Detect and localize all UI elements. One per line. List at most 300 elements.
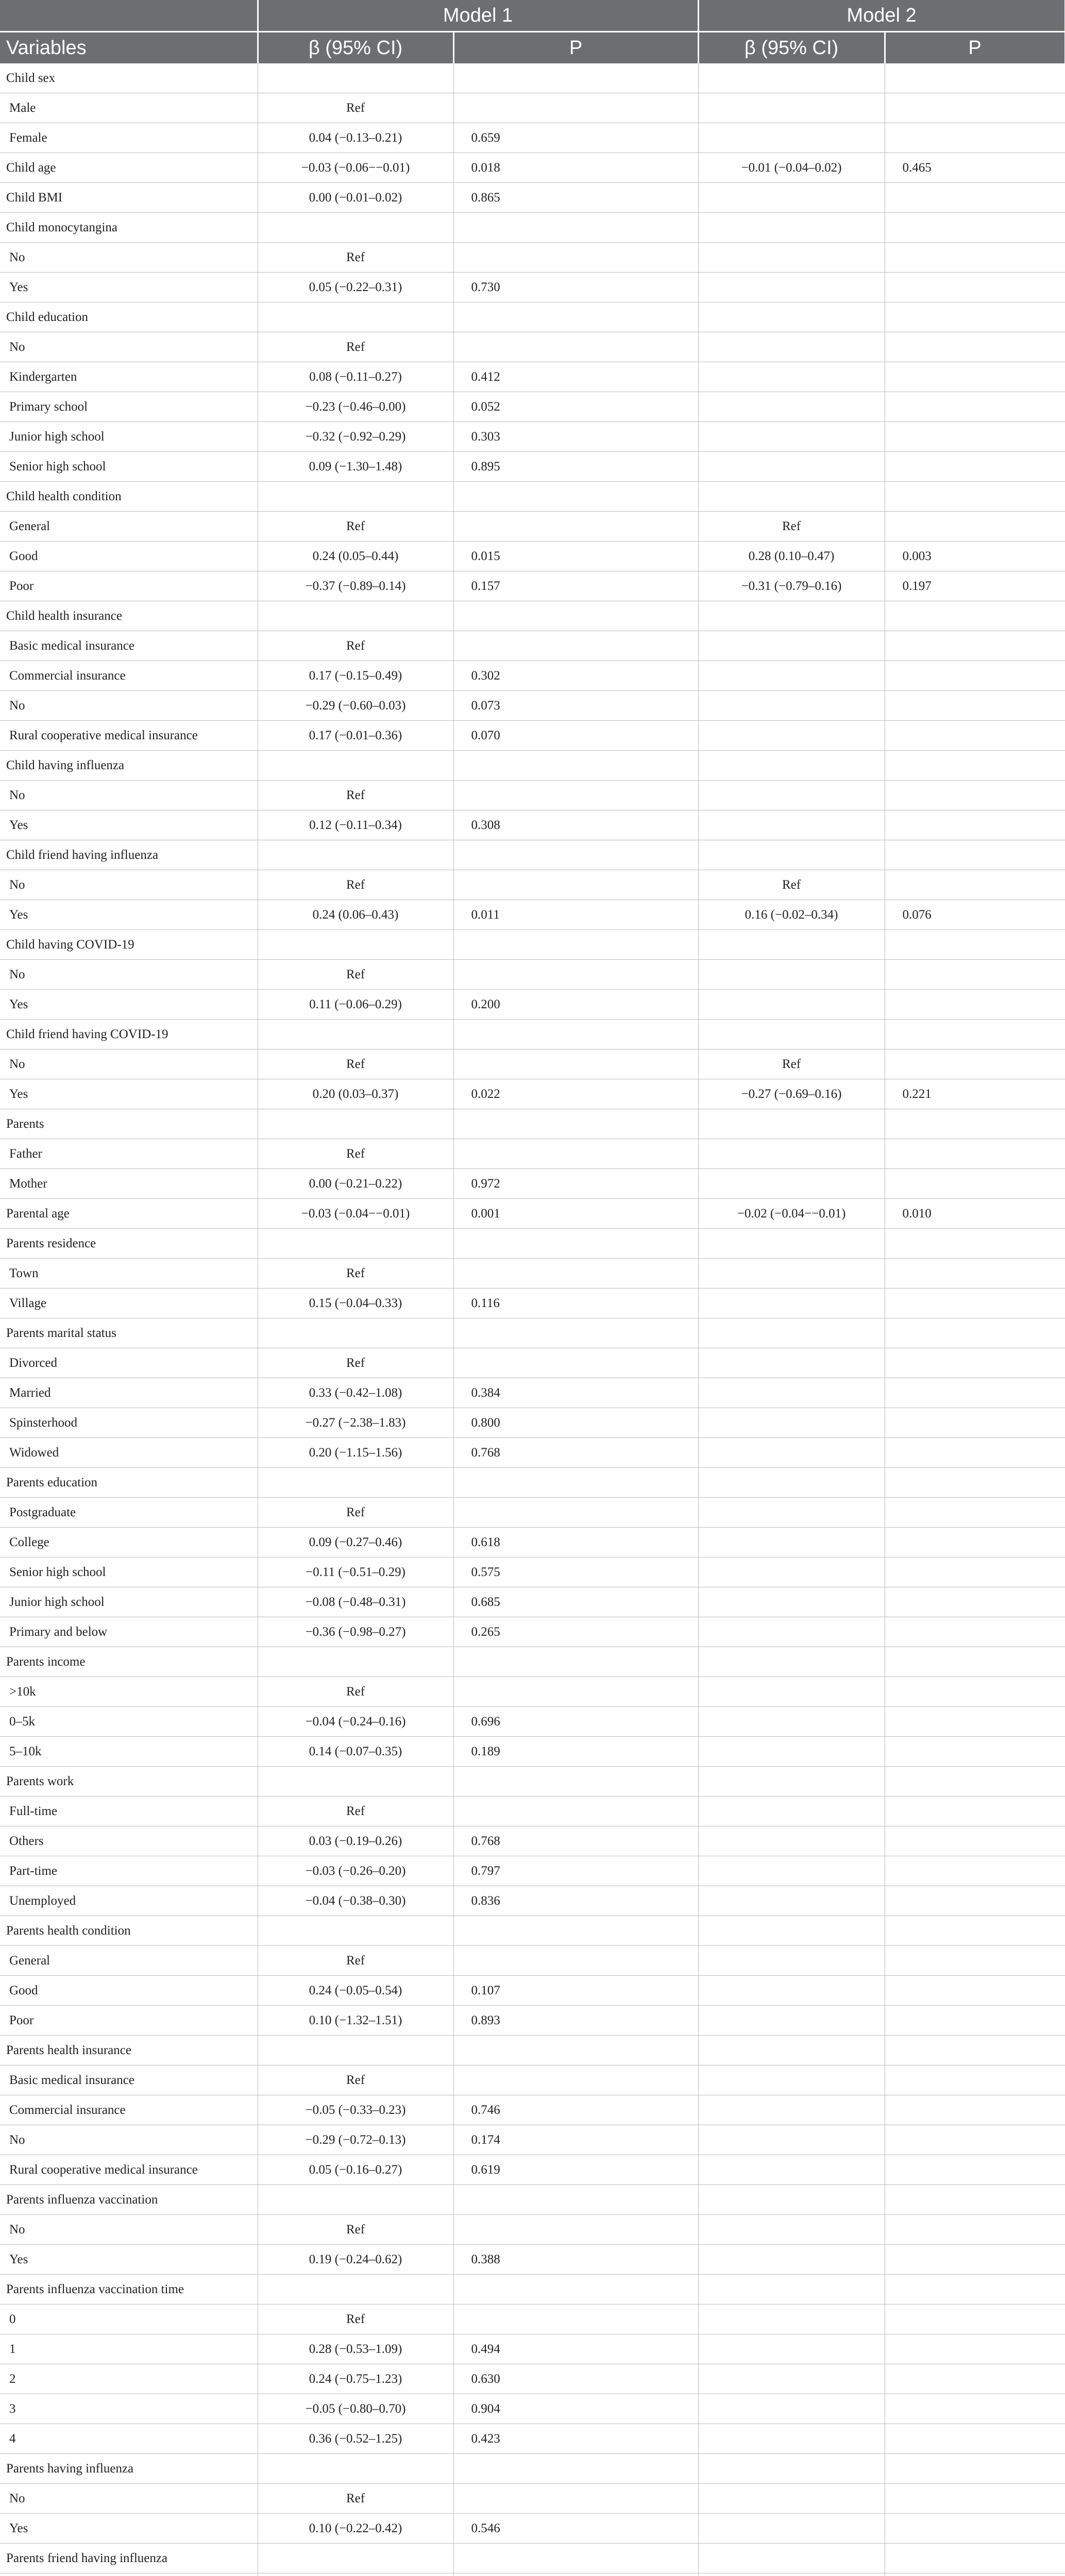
- beta-ci-model-2-cell: [698, 810, 885, 840]
- beta-ci-model-1-cell: 0.09 (−0.27–0.46): [258, 1528, 453, 1557]
- beta-ci-model-2-cell: [698, 452, 885, 482]
- beta-ci-model-2-cell: [698, 1826, 885, 1856]
- beta-ci-model-1-cell: [258, 482, 453, 512]
- beta-ci-model-2-cell: [698, 2125, 885, 2155]
- variable-cell: Junior high school: [0, 422, 258, 452]
- beta-ci-model-1-cell: Ref: [258, 1139, 453, 1169]
- table-row: [0, 1289, 1065, 1318]
- beta-ci-model-2-cell: [698, 2514, 885, 2544]
- variable-cell: Yes: [0, 990, 258, 1020]
- table-row: [0, 661, 1065, 691]
- p-value-model-2-cell: [885, 990, 1065, 1020]
- beta-ci-model-1-cell: Ref: [258, 2065, 453, 2095]
- p-value-model-2-cell: [885, 452, 1065, 482]
- variable-cell: 3: [0, 2394, 258, 2424]
- beta-ci-model-2-cell: [698, 2484, 885, 2514]
- beta-ci-model-2-cell: [698, 1169, 885, 1199]
- variable-cell: No: [0, 243, 258, 273]
- p-value-model-2-cell: [885, 2215, 1065, 2245]
- table-section-row: [0, 840, 1065, 870]
- beta-ci-model-1-cell: −0.05 (−0.33–0.23): [258, 2095, 453, 2125]
- table-row: [0, 2424, 1065, 2454]
- p-value-model-1-cell: 0.800: [453, 1408, 698, 1438]
- variable-cell: Child friend having influenza: [0, 840, 258, 870]
- variable-cell: Commercial insurance: [0, 661, 258, 691]
- variable-cell: 0: [0, 2304, 258, 2334]
- p-value-model-1-cell: [453, 1348, 698, 1378]
- beta-ci-model-1-cell: 0.09 (−1.30–1.48): [258, 452, 453, 482]
- p-value-model-2-cell: [885, 183, 1065, 213]
- beta-ci-model-1-cell: 0.17 (−0.15–0.49): [258, 661, 453, 691]
- table-row: [0, 1976, 1065, 2006]
- variable-cell: No: [0, 781, 258, 810]
- table-row: [0, 362, 1065, 392]
- header-model-1: Model 1: [258, 0, 698, 32]
- beta-ci-model-1-cell: −0.03 (−0.06−−0.01): [258, 153, 453, 183]
- variable-cell: Village: [0, 1289, 258, 1318]
- beta-ci-model-1-cell: [258, 1318, 453, 1348]
- beta-ci-model-2-cell: [698, 2006, 885, 2036]
- beta-ci-model-2-cell: −0.01 (−0.04–0.02): [698, 153, 885, 183]
- variable-cell: Kindergarten: [0, 362, 258, 392]
- beta-ci-model-1-cell: −0.29 (−0.60–0.03): [258, 691, 453, 721]
- p-value-model-2-cell: [885, 273, 1065, 302]
- p-value-model-2-cell: [885, 661, 1065, 691]
- table-row: [0, 2364, 1065, 2394]
- p-value-model-1-cell: 0.070: [453, 721, 698, 751]
- variable-cell: Poor: [0, 571, 258, 601]
- beta-ci-model-1-cell: −0.04 (−0.24–0.16): [258, 1707, 453, 1737]
- header-beta-ci-model-1: β (95% CI): [258, 32, 453, 64]
- variable-cell: Parents influenza vaccination: [0, 2185, 258, 2215]
- p-value-model-2-cell: [885, 243, 1065, 273]
- beta-ci-model-2-cell: [698, 2544, 885, 2573]
- p-value-model-2-cell: [885, 840, 1065, 870]
- p-value-model-1-cell: 0.797: [453, 1856, 698, 1886]
- p-value-model-1-cell: 0.052: [453, 392, 698, 422]
- header-row-models: [0, 0, 1065, 32]
- p-value-model-1-cell: [453, 1946, 698, 1976]
- beta-ci-model-1-cell: −0.03 (−0.04−−0.01): [258, 1199, 453, 1229]
- beta-ci-model-2-cell: [698, 1259, 885, 1289]
- beta-ci-model-2-cell: [698, 2424, 885, 2454]
- p-value-model-2-cell: [885, 2275, 1065, 2304]
- p-value-model-2-cell: [885, 2185, 1065, 2215]
- variable-cell: Yes: [0, 2514, 258, 2544]
- p-value-model-1-cell: [453, 482, 698, 512]
- p-value-model-2-cell: [885, 2364, 1065, 2394]
- variable-cell: Child monocytangina: [0, 213, 258, 243]
- variable-cell: College: [0, 1528, 258, 1557]
- p-value-model-1-cell: 0.696: [453, 1707, 698, 1737]
- table-section-row: [0, 63, 1065, 93]
- p-value-model-2-cell: [885, 1737, 1065, 1767]
- p-value-model-2-cell: 0.010: [885, 1199, 1065, 1229]
- beta-ci-model-1-cell: Ref: [258, 631, 453, 661]
- table-row: [0, 2573, 1065, 2576]
- p-value-model-2-cell: [885, 1169, 1065, 1199]
- beta-ci-model-1-cell: −0.05 (−0.80–0.70): [258, 2394, 453, 2424]
- beta-ci-model-1-cell: [258, 213, 453, 243]
- beta-ci-model-1-cell: 0.24 (−0.05–0.54): [258, 1976, 453, 2006]
- p-value-model-2-cell: [885, 631, 1065, 661]
- table-row: [0, 2065, 1065, 2095]
- beta-ci-model-2-cell: [698, 1976, 885, 2006]
- variable-cell: Parents marital status: [0, 1318, 258, 1348]
- beta-ci-model-2-cell: [698, 2065, 885, 2095]
- beta-ci-model-2-cell: [698, 1767, 885, 1797]
- p-value-model-1-cell: [453, 2065, 698, 2095]
- p-value-model-2-cell: [885, 392, 1065, 422]
- table-section-row: [0, 302, 1065, 332]
- variable-cell: Yes: [0, 810, 258, 840]
- table-row: [0, 2155, 1065, 2185]
- p-value-model-1-cell: [453, 243, 698, 273]
- variable-cell: Child health condition: [0, 482, 258, 512]
- variable-cell: Parents having influenza: [0, 2454, 258, 2484]
- table-section-row: [0, 601, 1065, 631]
- table-row: [0, 452, 1065, 482]
- beta-ci-model-1-cell: Ref: [258, 332, 453, 362]
- table-row: [0, 273, 1065, 302]
- beta-ci-model-2-cell: [698, 2185, 885, 2215]
- p-value-model-2-cell: [885, 2065, 1065, 2095]
- beta-ci-model-1-cell: Ref: [258, 512, 453, 541]
- beta-ci-model-2-cell: [698, 990, 885, 1020]
- variable-cell: Others: [0, 1826, 258, 1856]
- p-value-model-2-cell: [885, 810, 1065, 840]
- variable-cell: [0, 2573, 258, 2576]
- beta-ci-model-1-cell: 0.14 (−0.07–0.35): [258, 1737, 453, 1767]
- variable-cell: Parents income: [0, 1647, 258, 1677]
- table-row: [0, 1617, 1065, 1647]
- beta-ci-model-1-cell: 0.17 (−0.01–0.36): [258, 721, 453, 751]
- p-value-model-1-cell: 0.073: [453, 691, 698, 721]
- p-value-model-2-cell: 0.076: [885, 900, 1065, 930]
- beta-ci-model-1-cell: [258, 1767, 453, 1797]
- table-section-row: [0, 183, 1065, 213]
- beta-ci-model-2-cell: [698, 1498, 885, 1528]
- table-row: [0, 2514, 1065, 2544]
- p-value-model-2-cell: [885, 1647, 1065, 1677]
- table-row: [0, 1797, 1065, 1826]
- beta-ci-model-2-cell: [698, 422, 885, 452]
- beta-ci-model-1-cell: [258, 1916, 453, 1946]
- p-value-model-2-cell: [885, 2573, 1065, 2576]
- p-value-model-2-cell: [885, 2334, 1065, 2364]
- beta-ci-model-1-cell: 0.19 (−0.24–0.62): [258, 2245, 453, 2275]
- p-value-model-1-cell: [453, 2036, 698, 2065]
- beta-ci-model-2-cell: [698, 1528, 885, 1557]
- variable-cell: Female: [0, 123, 258, 153]
- p-value-model-2-cell: 0.197: [885, 571, 1065, 601]
- beta-ci-model-2-cell: [698, 1587, 885, 1617]
- table-body: [0, 63, 1065, 2576]
- table-row: [0, 1737, 1065, 1767]
- table-section-row: [0, 1318, 1065, 1348]
- variable-cell: No: [0, 691, 258, 721]
- table-section-row: [0, 1109, 1065, 1139]
- table-row: [0, 1408, 1065, 1438]
- beta-ci-model-2-cell: [698, 2095, 885, 2125]
- table-row: [0, 1856, 1065, 1886]
- variable-cell: Good: [0, 541, 258, 571]
- variable-cell: No: [0, 960, 258, 990]
- beta-ci-model-2-cell: [698, 2245, 885, 2275]
- p-value-model-1-cell: [453, 1647, 698, 1677]
- beta-ci-model-1-cell: [258, 1468, 453, 1498]
- variable-cell: Parents work: [0, 1767, 258, 1797]
- p-value-model-1-cell: 0.865: [453, 183, 698, 213]
- p-value-model-1-cell: 0.746: [453, 2095, 698, 2125]
- table-row: [0, 1498, 1065, 1528]
- beta-ci-model-2-cell: [698, 1020, 885, 1049]
- p-value-model-1-cell: 0.001: [453, 1199, 698, 1229]
- beta-ci-model-1-cell: Ref: [258, 1797, 453, 1826]
- variable-cell: 2: [0, 2364, 258, 2394]
- beta-ci-model-1-cell: [258, 930, 453, 960]
- p-value-model-1-cell: 0.018: [453, 153, 698, 183]
- beta-ci-model-2-cell: [698, 691, 885, 721]
- variable-cell: Unemployed: [0, 1886, 258, 1916]
- p-value-model-2-cell: [885, 1498, 1065, 1528]
- variable-cell: Primary and below: [0, 1617, 258, 1647]
- p-value-model-1-cell: 0.546: [453, 2514, 698, 2544]
- beta-ci-model-2-cell: [698, 482, 885, 512]
- p-value-model-1-cell: 0.302: [453, 661, 698, 691]
- beta-ci-model-1-cell: 0.05 (−0.16–0.27): [258, 2155, 453, 2185]
- table-section-row: [0, 2036, 1065, 2065]
- p-value-model-1-cell: 0.157: [453, 571, 698, 601]
- variable-cell: Parents influenza vaccination time: [0, 2275, 258, 2304]
- beta-ci-model-2-cell: [698, 1916, 885, 1946]
- p-value-model-1-cell: 0.618: [453, 1528, 698, 1557]
- variable-cell: Divorced: [0, 1348, 258, 1378]
- p-value-model-2-cell: [885, 1318, 1065, 1348]
- p-value-model-1-cell: 0.494: [453, 2334, 698, 2364]
- p-value-model-1-cell: [453, 1109, 698, 1139]
- beta-ci-model-1-cell: [258, 2185, 453, 2215]
- beta-ci-model-1-cell: −0.23 (−0.46–0.00): [258, 392, 453, 422]
- variable-cell: Senior high school: [0, 452, 258, 482]
- table-section-row: [0, 1199, 1065, 1229]
- beta-ci-model-2-cell: [698, 2334, 885, 2364]
- beta-ci-model-2-cell: [698, 93, 885, 123]
- beta-ci-model-2-cell: Ref: [698, 870, 885, 900]
- p-value-model-2-cell: [885, 482, 1065, 512]
- p-value-model-1-cell: 0.200: [453, 990, 698, 1020]
- beta-ci-model-2-cell: [698, 2036, 885, 2065]
- table-row: [0, 1826, 1065, 1856]
- table-row: [0, 1169, 1065, 1199]
- table-row: [0, 2215, 1065, 2245]
- beta-ci-model-2-cell: [698, 243, 885, 273]
- beta-ci-model-1-cell: −0.29 (−0.72–0.13): [258, 2125, 453, 2155]
- beta-ci-model-1-cell: [258, 2036, 453, 2065]
- p-value-model-1-cell: 0.015: [453, 541, 698, 571]
- table-row: [0, 1886, 1065, 1916]
- variable-cell: >10k: [0, 1677, 258, 1707]
- p-value-model-1-cell: [453, 2304, 698, 2334]
- p-value-model-1-cell: 0.836: [453, 1886, 698, 1916]
- table-row: [0, 1587, 1065, 1617]
- beta-ci-model-2-cell: [698, 1318, 885, 1348]
- p-value-model-2-cell: [885, 362, 1065, 392]
- variable-cell: General: [0, 512, 258, 541]
- table-row: [0, 1528, 1065, 1557]
- variable-cell: No: [0, 2215, 258, 2245]
- beta-ci-model-2-cell: 0.16 (−0.02–0.34): [698, 900, 885, 930]
- beta-ci-model-1-cell: Ref: [258, 2215, 453, 2245]
- p-value-model-2-cell: [885, 2125, 1065, 2155]
- p-value-model-2-cell: [885, 2484, 1065, 2514]
- variable-cell: Child friend having COVID-19: [0, 1020, 258, 1049]
- p-value-model-2-cell: [885, 332, 1065, 362]
- p-value-model-1-cell: [453, 1229, 698, 1259]
- variable-cell: Child age: [0, 153, 258, 183]
- variable-cell: Poor: [0, 2006, 258, 2036]
- p-value-model-1-cell: 0.685: [453, 1587, 698, 1617]
- variable-cell: 5–10k: [0, 1737, 258, 1767]
- beta-ci-model-2-cell: [698, 2364, 885, 2394]
- table-row: [0, 93, 1065, 123]
- p-value-model-1-cell: 0.388: [453, 2245, 698, 2275]
- p-value-model-2-cell: [885, 1946, 1065, 1976]
- variable-cell: Full-time: [0, 1797, 258, 1826]
- variable-cell: Yes: [0, 900, 258, 930]
- p-value-model-2-cell: [885, 63, 1065, 93]
- p-value-model-2-cell: [885, 691, 1065, 721]
- beta-ci-model-1-cell: 0.05 (−0.22–0.31): [258, 273, 453, 302]
- p-value-model-2-cell: [885, 123, 1065, 153]
- beta-ci-model-1-cell: [258, 840, 453, 870]
- p-value-model-1-cell: 0.904: [453, 2394, 698, 2424]
- beta-ci-model-1-cell: Ref: [258, 243, 453, 273]
- beta-ci-model-1-cell: 0.00 (−0.01–0.02): [258, 183, 453, 213]
- variable-cell: No: [0, 2484, 258, 2514]
- variable-cell: Mother: [0, 1169, 258, 1199]
- p-value-model-1-cell: [453, 1259, 698, 1289]
- table-row: [0, 781, 1065, 810]
- table-row: [0, 2394, 1065, 2424]
- beta-ci-model-1-cell: 0.20 (−1.15–1.56): [258, 1438, 453, 1468]
- beta-ci-model-1-cell: −0.11 (−0.51–0.29): [258, 1557, 453, 1587]
- p-value-model-1-cell: [453, 1049, 698, 1079]
- beta-ci-model-1-cell: Ref: [258, 960, 453, 990]
- beta-ci-model-2-cell: [698, 2155, 885, 2185]
- p-value-model-2-cell: [885, 721, 1065, 751]
- beta-ci-model-1-cell: 0.24 (−0.75–1.23): [258, 2364, 453, 2394]
- header-model-2: Model 2: [698, 0, 1065, 32]
- table-section-row: [0, 1229, 1065, 1259]
- variable-cell: General: [0, 1946, 258, 1976]
- table-row: [0, 960, 1065, 990]
- beta-ci-model-2-cell: [698, 840, 885, 870]
- variable-cell: Parents education: [0, 1468, 258, 1498]
- variable-cell: Postgraduate: [0, 1498, 258, 1528]
- beta-ci-model-2-cell: [698, 960, 885, 990]
- p-value-model-2-cell: [885, 1557, 1065, 1587]
- p-value-model-2-cell: [885, 2514, 1065, 2544]
- p-value-model-2-cell: [885, 1378, 1065, 1408]
- p-value-model-2-cell: [885, 2424, 1065, 2454]
- beta-ci-model-1-cell: Ref: [258, 781, 453, 810]
- variable-cell: 4: [0, 2424, 258, 2454]
- table-row: [0, 2245, 1065, 2275]
- p-value-model-1-cell: [453, 870, 698, 900]
- variable-cell: Commercial insurance: [0, 2095, 258, 2125]
- table-row: [0, 392, 1065, 422]
- table-row: [0, 2125, 1065, 2155]
- p-value-model-1-cell: [453, 840, 698, 870]
- p-value-model-2-cell: [885, 1856, 1065, 1886]
- beta-ci-model-2-cell: [698, 123, 885, 153]
- beta-ci-model-2-cell: [698, 1557, 885, 1587]
- header-empty-cell: [0, 0, 258, 32]
- p-value-model-1-cell: 0.730: [453, 273, 698, 302]
- beta-ci-model-1-cell: 0.08 (−0.11–0.27): [258, 362, 453, 392]
- table-row: [0, 422, 1065, 452]
- variable-cell: Good: [0, 1976, 258, 2006]
- variable-cell: Spinsterhood: [0, 1408, 258, 1438]
- table-row: [0, 1946, 1065, 1976]
- beta-ci-model-2-cell: [698, 1856, 885, 1886]
- beta-ci-model-1-cell: −0.32 (−0.92–0.29): [258, 422, 453, 452]
- beta-ci-model-2-cell: [698, 631, 885, 661]
- beta-ci-model-1-cell: [258, 2275, 453, 2304]
- beta-ci-model-2-cell: [698, 362, 885, 392]
- table-section-row: [0, 1767, 1065, 1797]
- table-row: [0, 2484, 1065, 2514]
- p-value-model-1-cell: 0.412: [453, 362, 698, 392]
- beta-ci-model-2-cell: [698, 751, 885, 781]
- table-row: [0, 1677, 1065, 1707]
- p-value-model-2-cell: [885, 1468, 1065, 1498]
- table-row: [0, 1049, 1065, 1079]
- variable-cell: Basic medical insurance: [0, 631, 258, 661]
- p-value-model-2-cell: [885, 1528, 1065, 1557]
- p-value-model-2-cell: [885, 2454, 1065, 2484]
- variable-cell: Male: [0, 93, 258, 123]
- beta-ci-model-1-cell: −0.04 (−0.38–0.30): [258, 1886, 453, 1916]
- p-value-model-2-cell: [885, 1677, 1065, 1707]
- beta-ci-model-1-cell: −0.37 (−0.89–0.14): [258, 571, 453, 601]
- p-value-model-1-cell: 0.303: [453, 422, 698, 452]
- beta-ci-model-2-cell: [698, 781, 885, 810]
- p-value-model-1-cell: [453, 2573, 698, 2576]
- beta-ci-model-2-cell: [698, 1797, 885, 1826]
- beta-ci-model-1-cell: Ref: [258, 1049, 453, 1079]
- header-variables: Variables: [0, 32, 258, 64]
- beta-ci-model-1-cell: [258, 2573, 453, 2576]
- p-value-model-1-cell: [453, 1139, 698, 1169]
- beta-ci-model-2-cell: [698, 332, 885, 362]
- p-value-model-1-cell: [453, 1916, 698, 1946]
- beta-ci-model-1-cell: 0.12 (−0.11–0.34): [258, 810, 453, 840]
- beta-ci-model-2-cell: [698, 273, 885, 302]
- beta-ci-model-2-cell: [698, 1378, 885, 1408]
- table-row: [0, 900, 1065, 930]
- variable-cell: 1: [0, 2334, 258, 2364]
- p-value-model-1-cell: [453, 1677, 698, 1707]
- variable-cell: Father: [0, 1139, 258, 1169]
- p-value-model-1-cell: [453, 1767, 698, 1797]
- table-header: [0, 0, 1065, 63]
- variable-cell: Child sex: [0, 63, 258, 93]
- beta-ci-model-2-cell: [698, 392, 885, 422]
- p-value-model-1-cell: [453, 960, 698, 990]
- beta-ci-model-2-cell: [698, 1886, 885, 1916]
